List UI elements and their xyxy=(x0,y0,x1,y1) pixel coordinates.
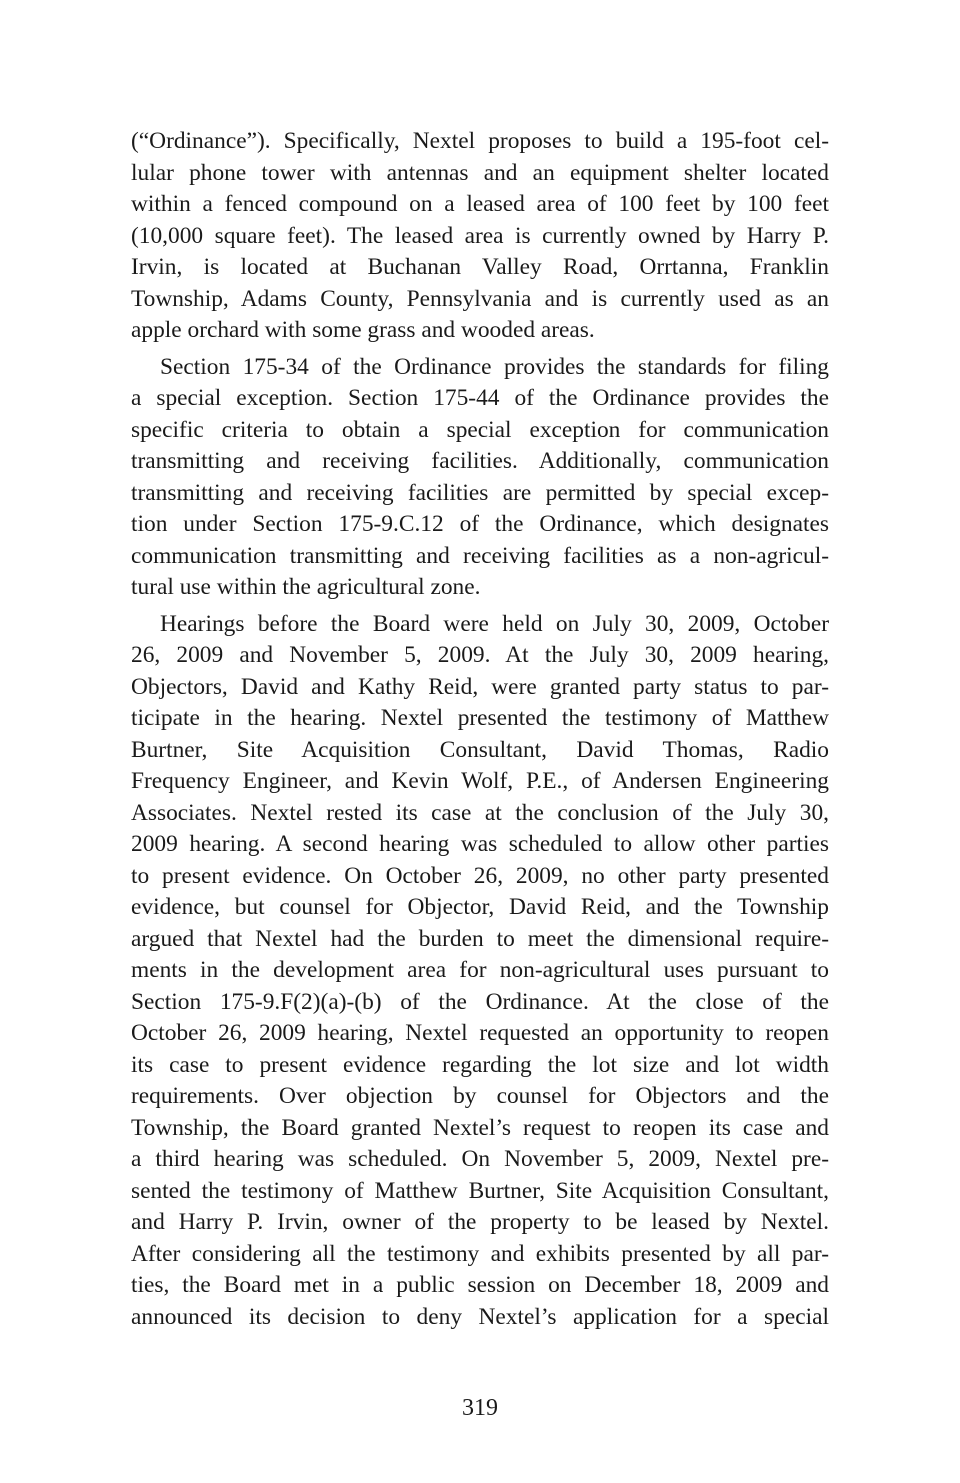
text-line: Associates. Nextel rested its case at the conclusion of the July 30, xyxy=(131,799,829,826)
text-line: Irvin, is located at Buchanan Valley Road, Orrtanna, Franklin xyxy=(131,254,829,280)
text-line: Hearings before the Board were held on July 30, 2009, October xyxy=(160,610,829,637)
text-line: Burtner, Site Acquisition Consultant, David Thomas, Radio xyxy=(131,736,829,763)
text-line: Section 175-34 of the Ordinance provides the standards for filing xyxy=(160,353,829,380)
document-body xyxy=(131,126,829,1333)
text-line: requirements. Over objection by counsel for Objectors and the xyxy=(131,1083,829,1109)
text-line: and Harry P. Irvin, owner of the property to be leased by Nextel. xyxy=(131,1209,829,1235)
text-line: to present evidence. On October 26, 2009, no other party presented xyxy=(131,862,829,889)
paragraph-hearings xyxy=(131,609,829,1334)
text-line: After considering all the testimony and exhibits presented by all par- xyxy=(131,1240,829,1267)
text-line: tion under Section 175-9.C.12 of the Ordinance, which designates xyxy=(131,511,829,537)
text-line: ties, the Board met in a public session on December 18, 2009 and xyxy=(131,1272,829,1298)
text-line: Township, the Board granted Nextel’s request to reopen its case and xyxy=(131,1114,829,1141)
paragraph-ordinance-intro xyxy=(131,126,829,347)
text-line: October 26, 2009 hearing, Nextel requested an opportunity to reopen xyxy=(131,1020,829,1046)
text-line: ments in the development area for non-agricultural uses pursuant to xyxy=(131,957,829,983)
text-line: transmitting and receiving facilities. Additionally, communication xyxy=(131,448,829,474)
text-line: announced its decision to deny Nextel’s application for a special xyxy=(131,1303,829,1330)
text-line: ticipate in the hearing. Nextel presented the testimony of Matthew xyxy=(131,705,829,731)
text-line: sented the testimony of Matthew Burtner, Site Acquisition Consultant, xyxy=(131,1177,829,1204)
text-line: within a fenced compound on a leased area of 100 feet by 100 feet xyxy=(131,191,829,217)
text-line: 26, 2009 and November 5, 2009. At the July 30, 2009 hearing, xyxy=(131,642,829,668)
text-line: Frequency Engineer, and Kevin Wolf, P.E., of Andersen Engineering xyxy=(131,768,829,794)
page-number: 319 xyxy=(462,1395,498,1421)
paragraph-section-175 xyxy=(131,352,829,604)
text-line: a third hearing was scheduled. On November 5, 2009, Nextel pre- xyxy=(131,1146,829,1172)
text-line: 2009 hearing. A second hearing was scheduled to allow other parties xyxy=(131,831,829,857)
text-line: argued that Nextel had the burden to meet the dimensional require- xyxy=(131,925,829,952)
text-line: its case to present evidence regarding the lot size and lot width xyxy=(131,1051,829,1078)
text-line: evidence, but counsel for Objector, David Reid, and the Township xyxy=(131,894,829,920)
text-line: transmitting and receiving facilities are permitted by special excep- xyxy=(131,479,829,506)
text-line: (10,000 square feet). The leased area is currently owned by Harry P. xyxy=(131,222,829,249)
text-line: apple orchard with some grass and wooded areas. xyxy=(131,317,595,343)
text-line: tural use within the agricultural zone. xyxy=(131,574,481,600)
text-line: Section 175-9.F(2)(a)-(b) of the Ordinance. At the close of the xyxy=(131,988,829,1015)
text-line: communication transmitting and receiving facilities as a non-agricul- xyxy=(131,542,829,569)
text-line: a special exception. Section 175-44 of the Ordinance provides the xyxy=(131,385,829,411)
text-line: lular phone tower with antennas and an equipment shelter located xyxy=(131,159,829,186)
text-line: Objectors, David and Kathy Reid, were granted party status to par- xyxy=(131,673,829,700)
text-line: specific criteria to obtain a special exception for communication xyxy=(131,416,829,443)
text-line: Township, Adams County, Pennsylvania and is currently used as an xyxy=(131,285,829,312)
text-line: (“Ordinance”). Specifically, Nextel proposes to build a 195-foot cel- xyxy=(131,128,829,154)
